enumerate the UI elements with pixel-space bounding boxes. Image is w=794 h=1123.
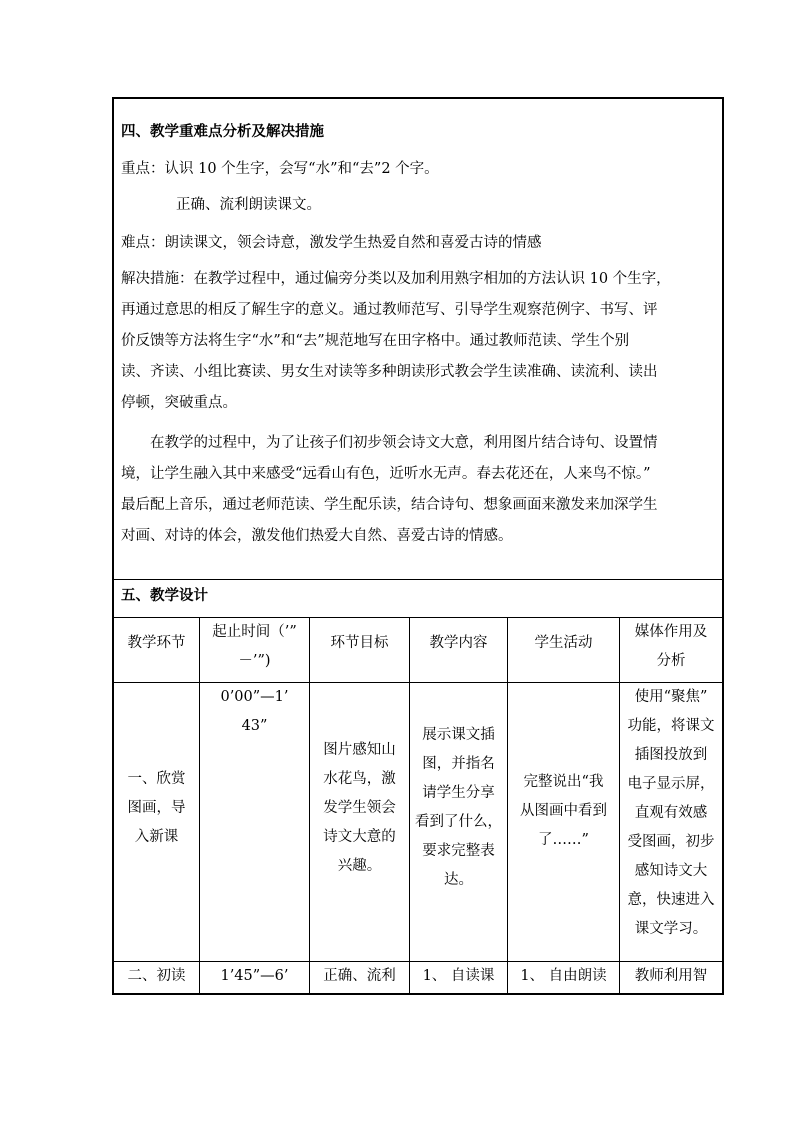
row2-time	[200, 962, 309, 993]
cell-line: 感知诗文大	[634, 863, 708, 879]
cell-line: 媒体作用及	[634, 624, 708, 640]
cell-line: 受图画，初步	[627, 834, 715, 850]
cell-line: 诗文大意的	[323, 829, 396, 845]
measures-line: 停顿，突破重点。	[121, 395, 237, 411]
cell-line: 图，并指名	[422, 756, 495, 772]
row1-content	[410, 721, 507, 961]
cell-line: 图片感知山	[323, 742, 396, 758]
row2-media	[620, 962, 722, 993]
paragraph-line: 在教学的过程中，为了让孩子们初步领会诗文大意，利用图片结合诗句、设置情	[150, 435, 658, 451]
section5-header	[114, 580, 722, 618]
cell-line: 意，快速进入	[627, 892, 715, 908]
header-content	[410, 618, 507, 682]
cell-line: 0’00”—1’	[220, 689, 289, 705]
row2-goal	[310, 962, 409, 993]
row2-activity	[508, 962, 619, 993]
cell-line: 使用“聚焦”	[634, 689, 708, 705]
cell-line: 看到了什么，	[415, 814, 502, 830]
teaching-design-table	[114, 618, 722, 993]
cell-line: 入新课	[134, 829, 179, 845]
cell-line: 教学内容	[429, 635, 488, 651]
cell-line: 功能，将课文	[627, 718, 715, 734]
header-media	[620, 618, 722, 682]
cell-line: 从图画中看到	[520, 803, 607, 819]
cell-line: 达。	[444, 872, 473, 888]
cell-line: 请学生分享	[422, 785, 495, 801]
row2-content	[410, 962, 507, 993]
cell-line: 了……”	[538, 832, 589, 848]
cell-line: 电子显示屏，	[627, 776, 715, 792]
cell-line: 完整说出“我	[523, 774, 604, 790]
document-page	[112, 97, 724, 995]
cell-line: 兴趣。	[337, 858, 382, 874]
cell-line: 起止时间（’”	[212, 624, 297, 640]
key-points-line2: 正确、流利朗读课文。	[176, 197, 321, 213]
cell-line: 要求完整表	[422, 843, 495, 859]
row1-goal	[310, 736, 409, 961]
cell-line: 分析	[656, 653, 686, 669]
row1-activity	[508, 768, 619, 961]
cell-line: 教师利用智	[634, 968, 708, 984]
row1-time	[200, 683, 309, 753]
cell-line: 水花鸟，激	[323, 771, 396, 787]
header-time	[200, 618, 309, 682]
row1-media	[620, 683, 722, 961]
cell-line: 正确、流利	[323, 968, 396, 984]
header-goal	[310, 618, 409, 682]
paragraph-line: 最后配上音乐，通过老师范读、学生配乐读，结合诗句、想象画面来激发来加深学生	[121, 497, 658, 513]
measures-line: 价反馈等方法将生字“水”和“去”规范地写在田字格中。通过教师范读、学生个别	[121, 333, 630, 349]
cell-line: 43”	[241, 718, 268, 734]
header-stage	[114, 618, 199, 682]
paragraph-line: 对画、对诗的体会，激发他们热爱大自然、喜爱古诗的情感。	[121, 528, 513, 544]
cell-line: 插图投放到	[634, 747, 708, 763]
measures-line: 再通过意思的相反了解生字的意义。通过教师范写、引导学生观察范例字、书写、评	[121, 302, 658, 318]
cell-line: 直观有效感	[634, 805, 708, 821]
measures-line: 读、齐读、小组比赛读、男女生对读等多种朗读形式教会学生读准确、读流利、读出	[121, 364, 658, 380]
cell-line: 1’45”—6’	[220, 968, 289, 984]
difficulty-line: 难点：朗读课文，领会诗意，激发学生热爱自然和喜爱古诗的情感	[121, 235, 542, 251]
section4-title: 四、教学重难点分析及解决措施	[121, 123, 324, 140]
cell-line: 发学生领会	[323, 800, 396, 816]
header-activity	[508, 618, 619, 682]
row1-stage	[114, 715, 199, 961]
cell-line: 1、 自读课	[422, 968, 495, 984]
measures-line: 解决措施：在教学过程中，通过偏旁分类以及加利用熟字相加的方法认识 10 个生字，	[121, 271, 671, 287]
cell-line: 二、初读	[127, 968, 186, 984]
cell-line: 学生活动	[534, 635, 593, 651]
section5-title: 五、教学设计	[121, 587, 208, 604]
key-points-line1: 重点：认识 10 个生字，会写“水”和“去”2 个字。	[121, 161, 439, 177]
paragraph-line: 境，让学生融入其中来感受“远看山有色，近听水无声。春去花还在，人来鸟不惊。”	[121, 466, 651, 482]
cell-line: 一、欣赏	[127, 771, 186, 787]
cell-line: 课文学习。	[634, 921, 708, 937]
cell-line: －’”)	[238, 653, 271, 669]
row2-stage	[114, 962, 199, 993]
cell-line: 教学环节	[127, 635, 186, 651]
cell-line: 图画，导	[127, 800, 186, 816]
cell-line: 环节目标	[330, 635, 389, 651]
cell-line: 展示课文插	[422, 727, 495, 743]
section-key-difficulties	[114, 99, 722, 580]
cell-line: 1、 自由朗读	[520, 968, 607, 984]
